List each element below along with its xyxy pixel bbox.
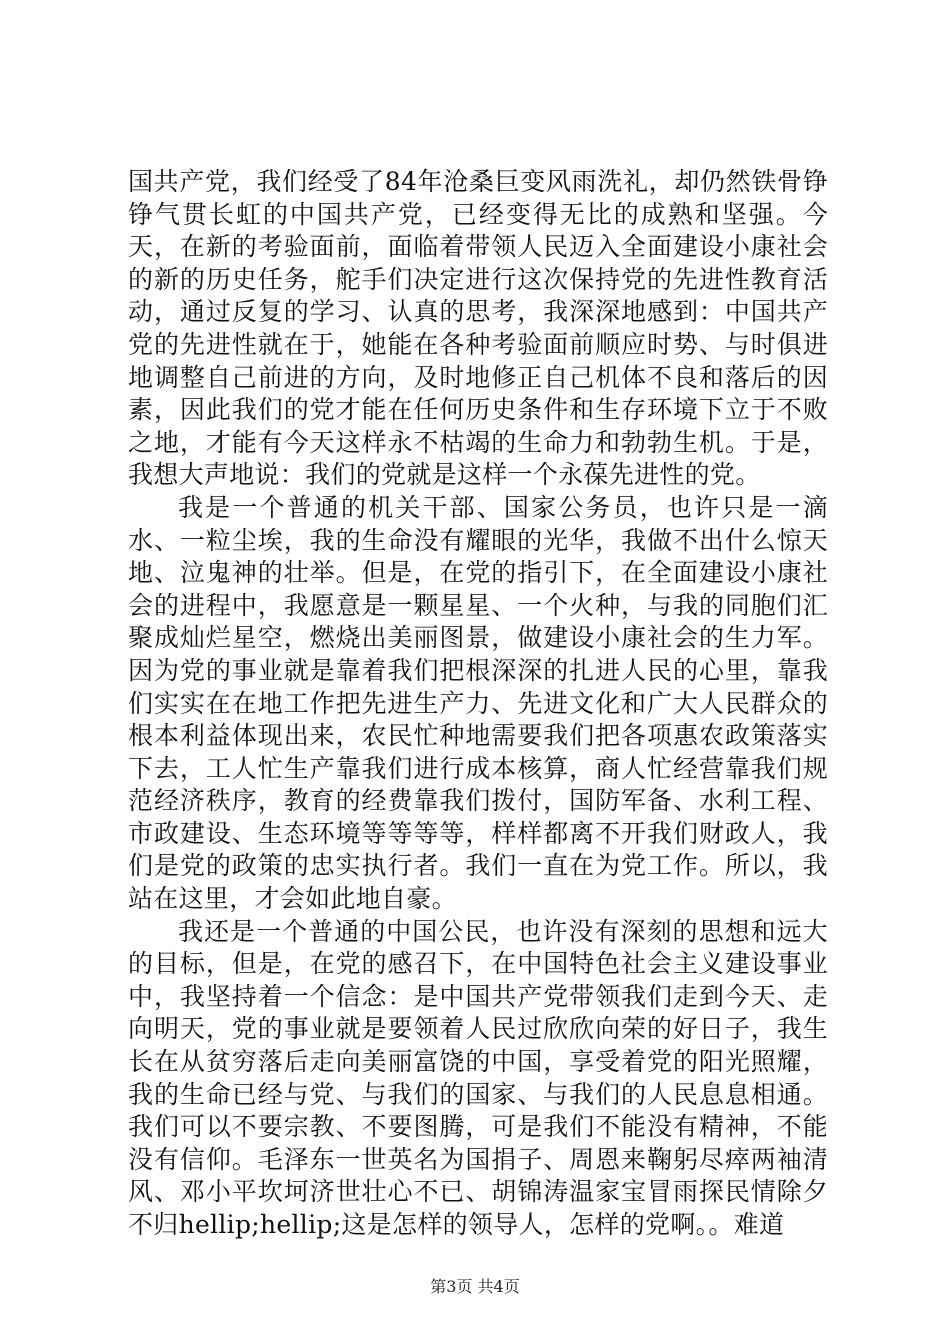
paragraph-1: 国共产党，我们经受了84年沧桑巨变风雨洗礼，却仍然铁骨铮铮气贯长虹的中国共产党，已经变得无比的成熟和坚强。今天，在新的考验面前，面临着带领人民迈入全面建设小康社会的新的历史任务，舵手们决定进行这次保持党的先进性教育活动，通过反复的学习、认真的思考，我深深地感到：中国共产党的先进性就在于，她能在各种考验面前顺应时势、与时俱进地调整自己前进的方向，及时地修正自己机体不良和落后的因素，因此我们的党才能在任何历史条件和生存环境下立于不败之地，才能有今天这样永不枯竭的生命力和勃勃生机。于是，我想大声地说：我们的党就是这样一个永葆先进性的党。 — [128, 167, 828, 490]
paragraph-2: 我是一个普通的机关干部、国家公务员，也许只是一滴水、一粒尘埃，我的生命没有耀眼的光华，我做不出什么惊天地、泣鬼神的壮举。但是，在党的指引下，在全面建设小康社会的进程中，我愿意是一颗星星、一个火种，与我的同胞们汇聚成灿烂星空，燃烧出美丽图景，做建设小康社会的生力军。因为党的事业就是靠着我们把根深深的扎进人民的心里，靠我们实实在在地工作把先进生产力、先进文化和广大人民群众的根本利益体现出来，农民忙种地需要我们把各项惠农政策落实下去，工人忙生产靠我们进行成本核算，商人忙经营靠我们规范经济秩序，教育的经费靠我们拨付，国防军备、水利工程、市政建设、生态环境等等等等，样样都离不开我们财政人，我们是党的政策的忠实执行者。我们一直在为党工作。所以，我站在这里，才会如此地自豪。 — [128, 492, 828, 914]
page-number-label: 第3页 共4页 — [430, 1277, 520, 1296]
page-footer — [0, 1274, 950, 1297]
document-body — [128, 166, 828, 1242]
paragraph-3: 我还是一个普通的中国公民，也许没有深刻的思想和远大的目标，但是，在党的感召下，在中国特色社会主义建设事业中，我坚持着一个信念：是中国共产党带领我们走到今天、走向明天，党的事业就是要领着人民过欣欣向荣的好日子，我生长在从贫穷落后走向美丽富饶的中国，享受着党的阳光照耀，我的生命已经与党、与我们的国家、与我们的人民息息相通。我们可以不要宗教、不要图腾，可是我们不能没有精神，不能没有信仰。毛泽东一世英名为国捐子、周恩来鞠躬尽瘁两袖清风、邓小平坎坷济世壮心不已、胡锦涛温家宝冒雨探民情除夕不归hellip;hellip;这是怎样的领导人，怎样的党啊。。难道 — [128, 916, 828, 1239]
